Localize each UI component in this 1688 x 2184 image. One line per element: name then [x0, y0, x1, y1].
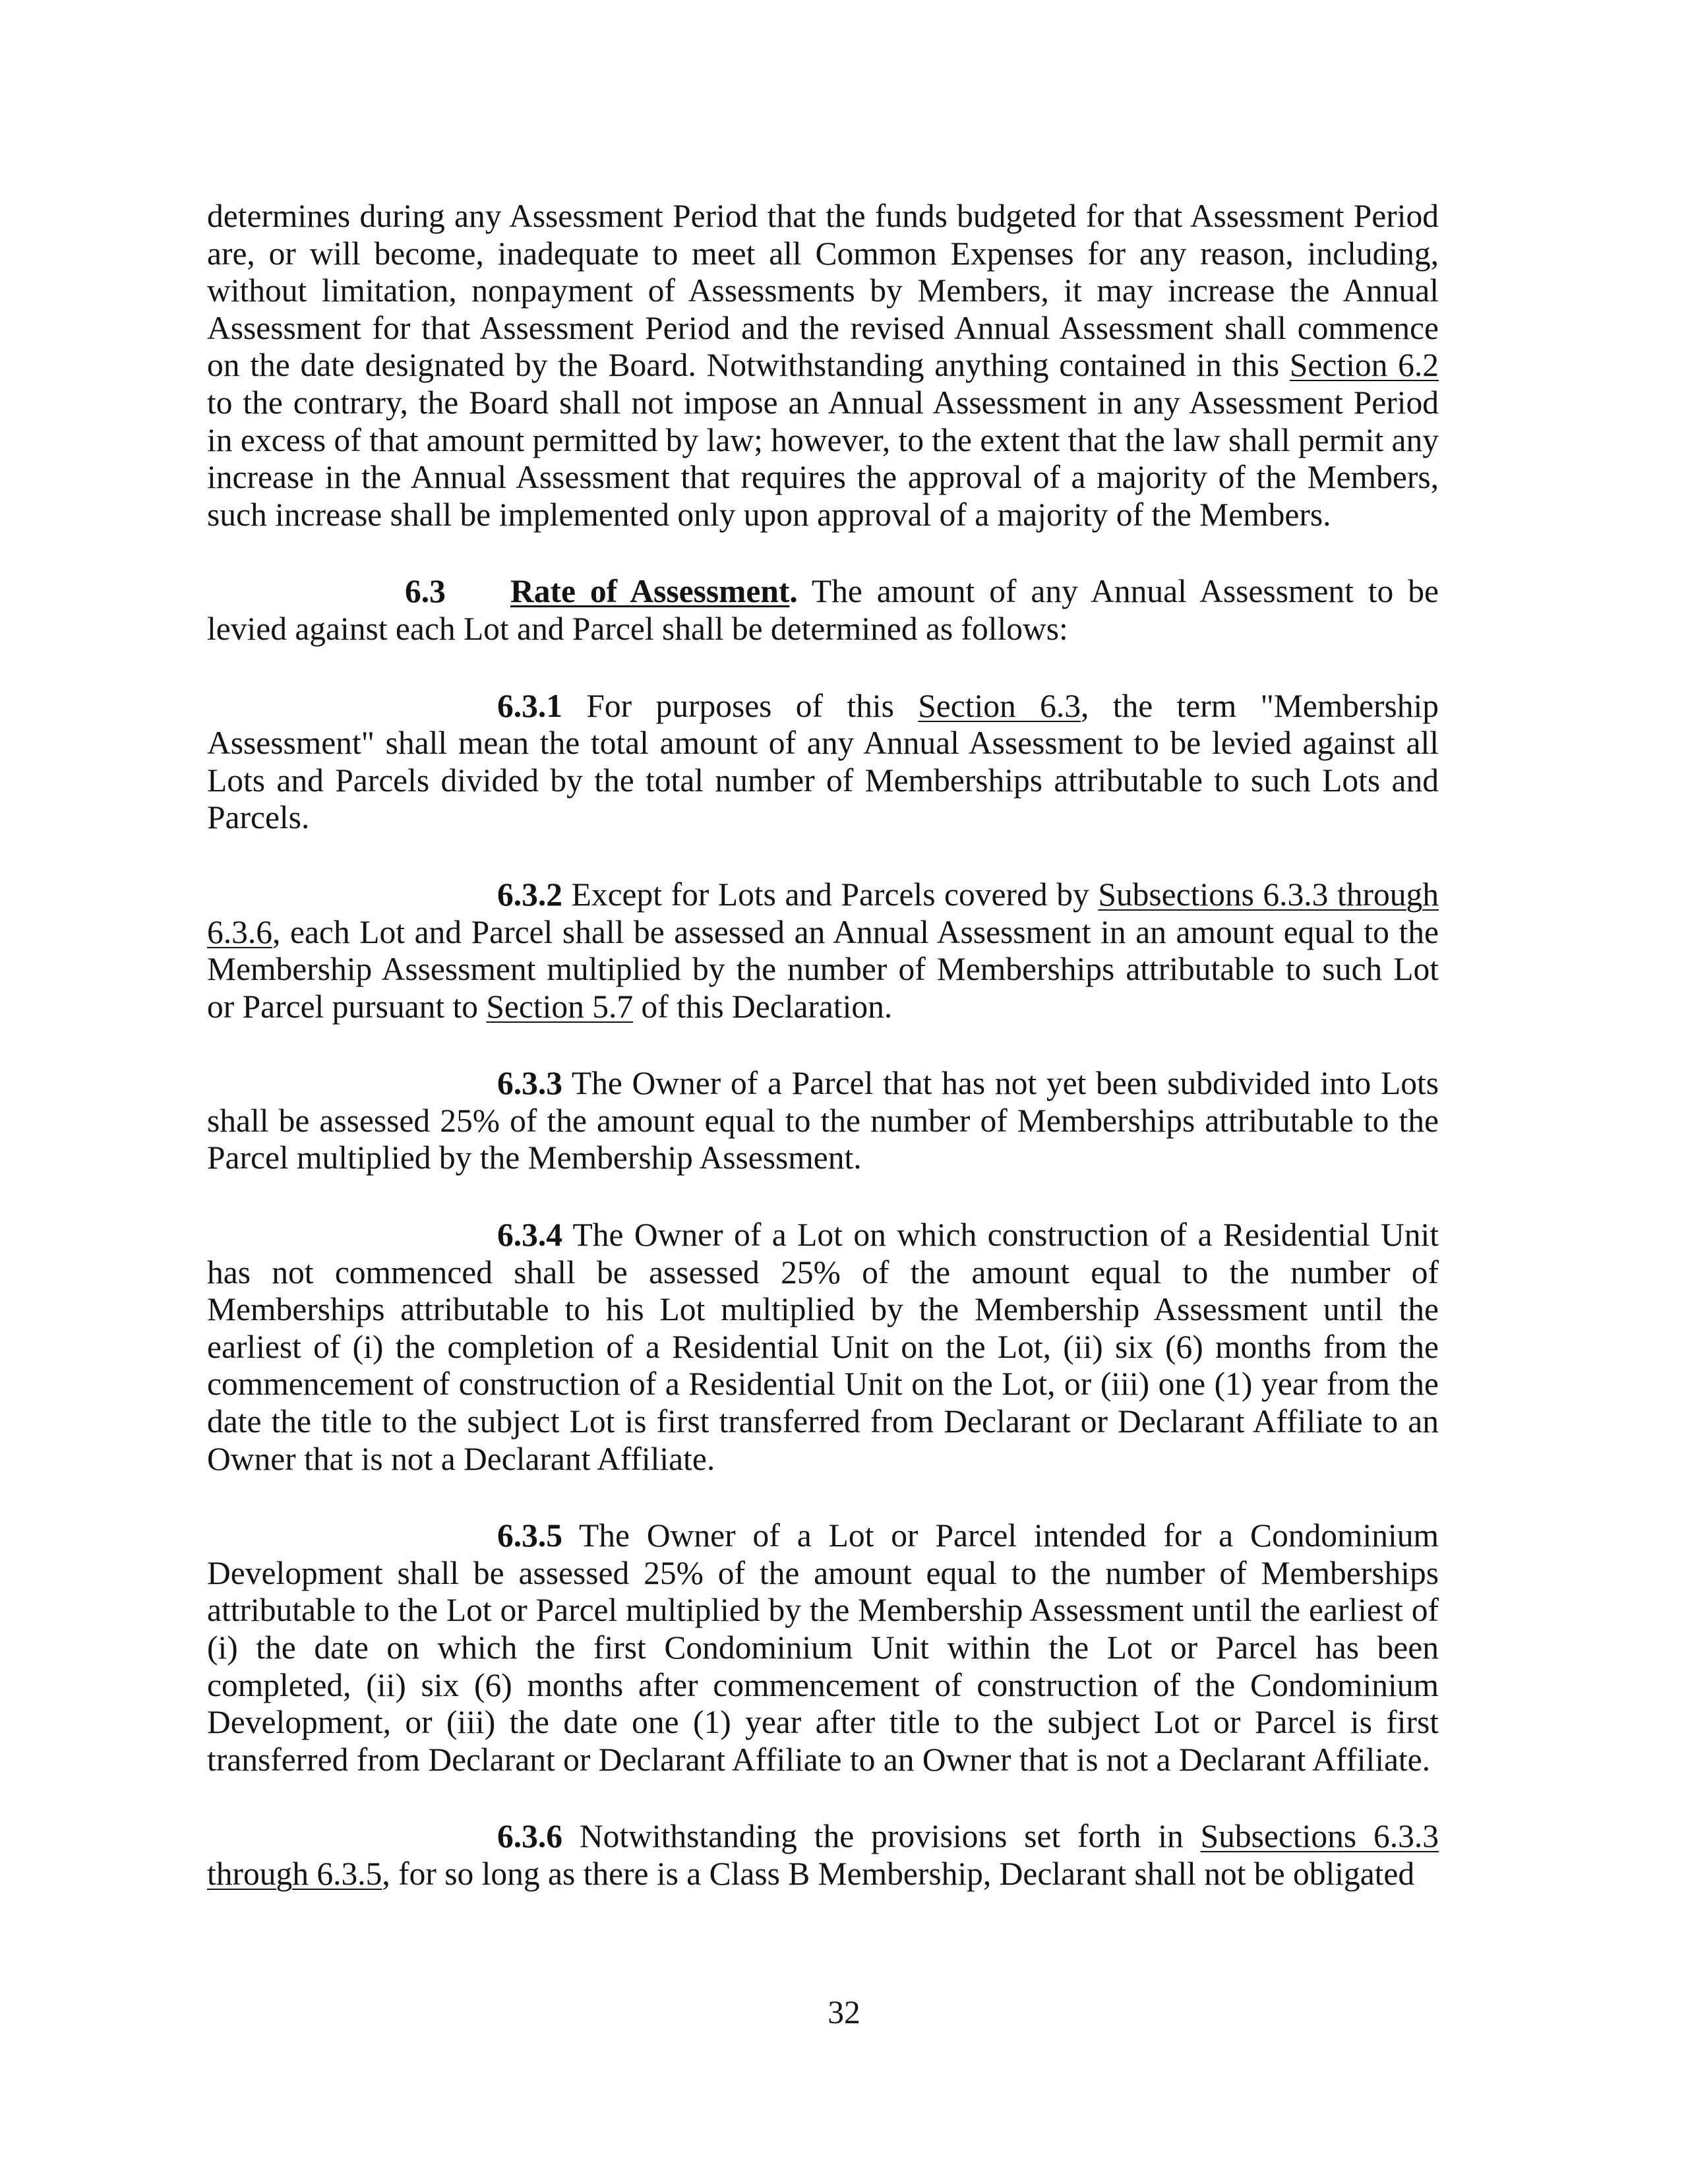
- paragraph-subsection-6-3-1: [207, 688, 1439, 837]
- subsection-number: 6.3.1: [497, 687, 562, 724]
- paragraph-text: , each Lot and Parcel shall be assessed an Annual Assessment in an amount equal to the Membership Assessment multiplied by the number of Memberships attributable to such Lot or Parcel pursuant to: [207, 913, 1439, 1025]
- paragraph-subsection-6-3-2: [207, 876, 1439, 1025]
- section-number: 6.3: [405, 573, 446, 610]
- paragraph-subsection-6-3-6: [207, 1818, 1439, 1893]
- cross-reference-subsections-6-3-3-6-3-5: Subsections 6.3.3 through 6.3.5: [207, 1818, 1439, 1892]
- paragraph-text: of this Declaration.: [633, 988, 893, 1025]
- paragraph-text: The Owner of a Lot or Parcel intended for a Condominium Development shall be assessed 25% of the amount equal to the number of Memberships attributable to the Lot or Parcel multiplied by the Membership Assessment until the earliest of (i) the date on which the first Condominium Unit within the Lot or Parcel has been completed, (ii) six (6) months after commencement of construction of the Condominium Development, or (iii) the date one (1) year after title to the subject Lot or Parcel is first transferred from Declarant or Declarant Affiliate to an Owner that is not a Declarant Affiliate.: [207, 1517, 1439, 1778]
- subsection-number: 6.3.4: [497, 1217, 562, 1254]
- paragraph-text: , for so long as there is a Class B Membership, Declarant shall not be obligated: [382, 1855, 1415, 1892]
- cross-reference-section-6-3: Section 6.3: [918, 687, 1081, 724]
- page-body: [207, 198, 1439, 1893]
- paragraph-subsection-6-3-5: [207, 1517, 1439, 1778]
- cross-reference-section-5-7: Section 5.7: [486, 988, 634, 1025]
- subsection-number: 6.3.5: [497, 1517, 562, 1554]
- paragraph-text: The Owner of a Lot on which construction of a Residential Unit has not commenced shall be assessed 25% of the amount equal to the number of Memberships attributable to his Lot multiplied by the Membership Assessment until the earliest of (i) the completion of a Residential Unit on the Lot, (ii) six (6) months from the commencement of construction of a Residential Unit on the Lot, or (iii) one (1) year from the date the title to the subject Lot is first transferred from Declarant or Declarant Affiliate to an Owner that is not a Declarant Affiliate.: [207, 1217, 1439, 1477]
- paragraph-text: Notwithstanding the provisions set forth in: [562, 1818, 1201, 1855]
- paragraph-subsection-6-3-3: [207, 1065, 1439, 1177]
- section-heading: Rate of Assessment: [510, 573, 790, 610]
- paragraph-text: determines during any Assessment Period that the funds budgeted for that Assessment Period are, or will become, inadequate to meet all Common Expenses for any reason, including, without limitation, nonpayment of Assessments by Members, it may increase the Annual Assessment for that Assessment Period and the revised Annual Assessment shall commence on the date designated by the Board. Notwithstanding anything contained in this: [207, 198, 1439, 384]
- paragraph-text: The Owner of a Parcel that has not yet been subdivided into Lots shall be assessed 25% of the amount equal to the number of Memberships attributable to the Parcel multiplied by the Membership Assessment.: [207, 1065, 1439, 1176]
- cross-reference-subsections-6-3-3-6-3-6: Subsections 6.3.3 through 6.3.6: [207, 876, 1439, 950]
- cross-reference-section-6-2: Section 6.2: [1289, 347, 1439, 384]
- paragraph-text: , the term "Membership Assessment" shall mean the total amount of any Annual Assessment to be levied against all Lots and Parcels divided by the total number of Memberships attributable to such Lots and Parcels.: [207, 687, 1439, 836]
- paragraph-text: Except for Lots and Parcels covered by: [562, 876, 1099, 913]
- subsection-number: 6.3.3: [497, 1065, 562, 1102]
- heading-period: .: [789, 573, 798, 610]
- page-number: 32: [828, 1994, 860, 2030]
- subsection-number: 6.3.6: [497, 1818, 562, 1855]
- paragraph-section-6-3: [207, 573, 1439, 648]
- subsection-number: 6.3.2: [497, 876, 562, 913]
- paragraph-text: to the contrary, the Board shall not impose an Annual Assessment in any Assessment Period in excess of that amount permitted by law; however, to the extent that the law shall permit any increase in the Annual Assessment that requires the approval of a majority of the Members, such increase shall be implemented only upon approval of a majority of the Members.: [207, 384, 1439, 533]
- paragraph-text: The amount of any Annual Assessment to be levied against each Lot and Parcel shall be determined as follows:: [207, 573, 1439, 647]
- paragraph-section-6-2-continuation: [207, 198, 1439, 533]
- paragraph-text: For purposes of this: [562, 687, 919, 724]
- paragraph-subsection-6-3-4: [207, 1217, 1439, 1478]
